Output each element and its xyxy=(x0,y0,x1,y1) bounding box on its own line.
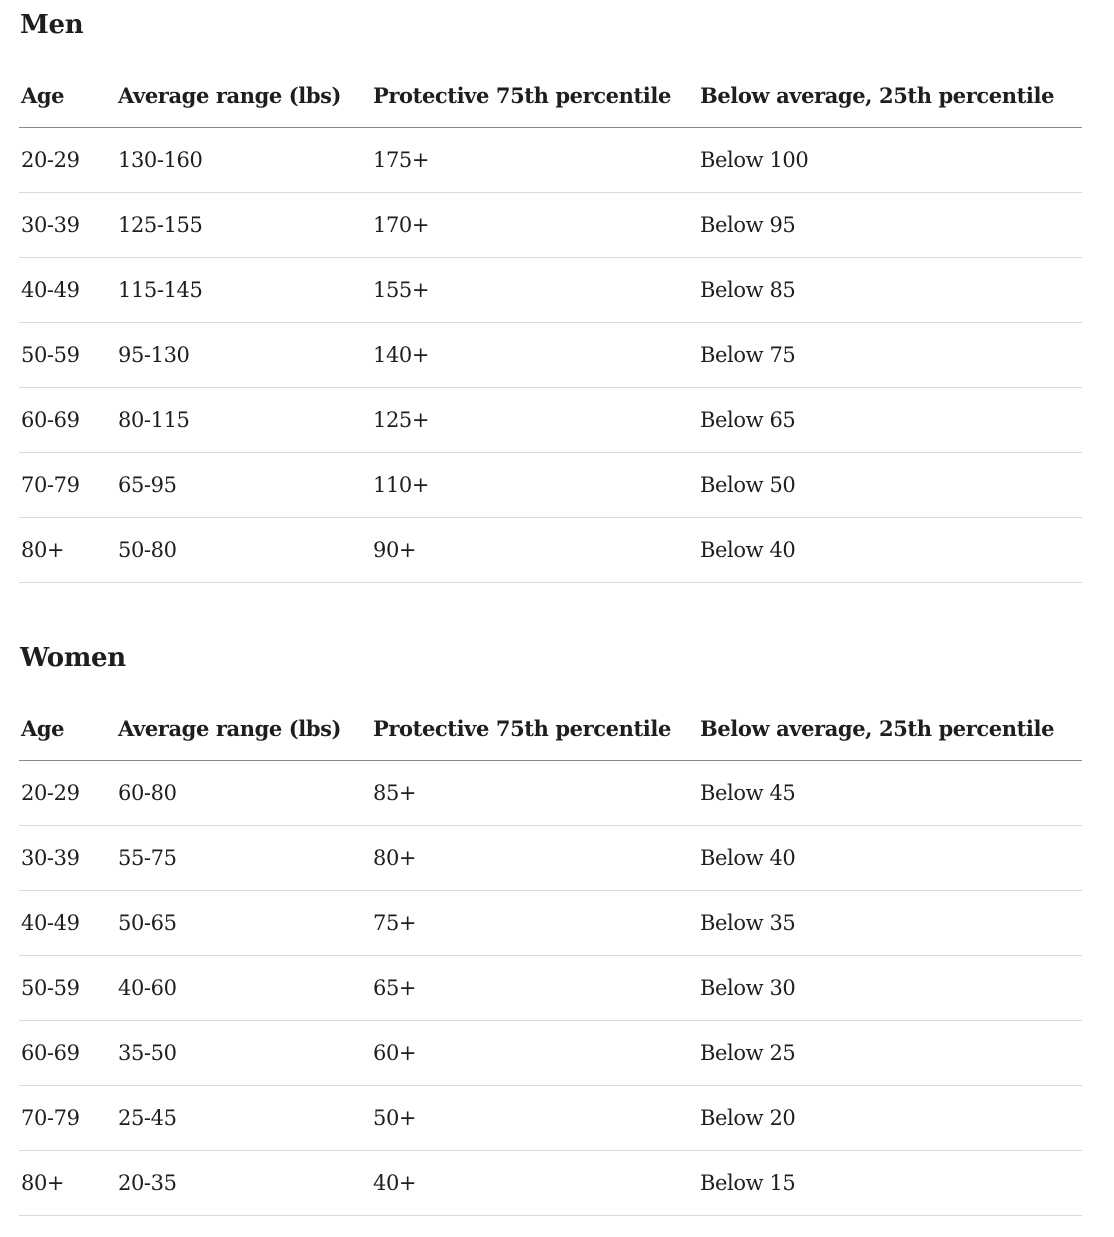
cell-average-range: 60-80 xyxy=(116,761,371,826)
table-row xyxy=(19,518,1082,583)
cell-below-average: Below 95 xyxy=(698,193,1082,258)
cell-protective: 85+ xyxy=(371,761,698,826)
cell-protective: 125+ xyxy=(371,388,698,453)
cell-protective: 140+ xyxy=(371,323,698,388)
men-section-title: Men xyxy=(20,10,84,40)
table-row xyxy=(19,258,1082,323)
cell-age: 80+ xyxy=(19,518,116,583)
cell-below-average: Below 20 xyxy=(698,1086,1082,1151)
cell-average-range: 50-65 xyxy=(116,891,371,956)
cell-age: 60-69 xyxy=(19,1021,116,1086)
cell-age: 20-29 xyxy=(19,761,116,826)
cell-average-range: 20-35 xyxy=(116,1151,371,1216)
cell-age: 30-39 xyxy=(19,826,116,891)
column-header-protective-75th: Protective 75th percentile xyxy=(371,696,698,761)
column-header-age: Age xyxy=(19,696,116,761)
table-row xyxy=(19,1086,1082,1151)
column-header-protective-75th: Protective 75th percentile xyxy=(371,63,698,128)
cell-protective: 65+ xyxy=(371,956,698,1021)
men-table xyxy=(19,63,1082,583)
cell-age: 70-79 xyxy=(19,1086,116,1151)
column-header-average-range: Average range (lbs) xyxy=(116,63,371,128)
table-row xyxy=(19,388,1082,453)
cell-protective: 110+ xyxy=(371,453,698,518)
women-table xyxy=(19,696,1082,1216)
cell-below-average: Below 65 xyxy=(698,388,1082,453)
cell-average-range: 50-80 xyxy=(116,518,371,583)
cell-average-range: 35-50 xyxy=(116,1021,371,1086)
cell-protective: 170+ xyxy=(371,193,698,258)
cell-below-average: Below 85 xyxy=(698,258,1082,323)
cell-below-average: Below 25 xyxy=(698,1021,1082,1086)
cell-age: 70-79 xyxy=(19,453,116,518)
cell-average-range: 25-45 xyxy=(116,1086,371,1151)
column-header-below-average-25th: Below average, 25th percentile xyxy=(698,696,1082,761)
cell-average-range: 80-115 xyxy=(116,388,371,453)
table-header-row xyxy=(19,696,1082,761)
table-row xyxy=(19,323,1082,388)
cell-protective: 80+ xyxy=(371,826,698,891)
table-row xyxy=(19,891,1082,956)
cell-protective: 40+ xyxy=(371,1151,698,1216)
cell-below-average: Below 40 xyxy=(698,518,1082,583)
cell-protective: 90+ xyxy=(371,518,698,583)
cell-below-average: Below 100 xyxy=(698,128,1082,193)
cell-protective: 75+ xyxy=(371,891,698,956)
cell-below-average: Below 15 xyxy=(698,1151,1082,1216)
table-row xyxy=(19,761,1082,826)
column-header-below-average-25th: Below average, 25th percentile xyxy=(698,63,1082,128)
cell-protective: 155+ xyxy=(371,258,698,323)
cell-age: 20-29 xyxy=(19,128,116,193)
cell-protective: 50+ xyxy=(371,1086,698,1151)
cell-age: 40-49 xyxy=(19,891,116,956)
cell-age: 30-39 xyxy=(19,193,116,258)
cell-below-average: Below 75 xyxy=(698,323,1082,388)
cell-average-range: 65-95 xyxy=(116,453,371,518)
cell-below-average: Below 35 xyxy=(698,891,1082,956)
table-header-row xyxy=(19,63,1082,128)
cell-average-range: 55-75 xyxy=(116,826,371,891)
cell-age: 80+ xyxy=(19,1151,116,1216)
table-row xyxy=(19,1021,1082,1086)
cell-age: 40-49 xyxy=(19,258,116,323)
cell-age: 50-59 xyxy=(19,956,116,1021)
women-section-title: Women xyxy=(20,643,126,673)
table-row xyxy=(19,128,1082,193)
cell-average-range: 125-155 xyxy=(116,193,371,258)
table-row xyxy=(19,453,1082,518)
column-header-age: Age xyxy=(19,63,116,128)
table-row xyxy=(19,956,1082,1021)
table-row xyxy=(19,193,1082,258)
table-row xyxy=(19,826,1082,891)
table-row xyxy=(19,1151,1082,1216)
cell-average-range: 95-130 xyxy=(116,323,371,388)
cell-protective: 175+ xyxy=(371,128,698,193)
cell-average-range: 115-145 xyxy=(116,258,371,323)
cell-below-average: Below 45 xyxy=(698,761,1082,826)
cell-age: 60-69 xyxy=(19,388,116,453)
cell-average-range: 40-60 xyxy=(116,956,371,1021)
cell-age: 50-59 xyxy=(19,323,116,388)
cell-below-average: Below 30 xyxy=(698,956,1082,1021)
column-header-average-range: Average range (lbs) xyxy=(116,696,371,761)
cell-protective: 60+ xyxy=(371,1021,698,1086)
cell-below-average: Below 50 xyxy=(698,453,1082,518)
cell-below-average: Below 40 xyxy=(698,826,1082,891)
cell-average-range: 130-160 xyxy=(116,128,371,193)
